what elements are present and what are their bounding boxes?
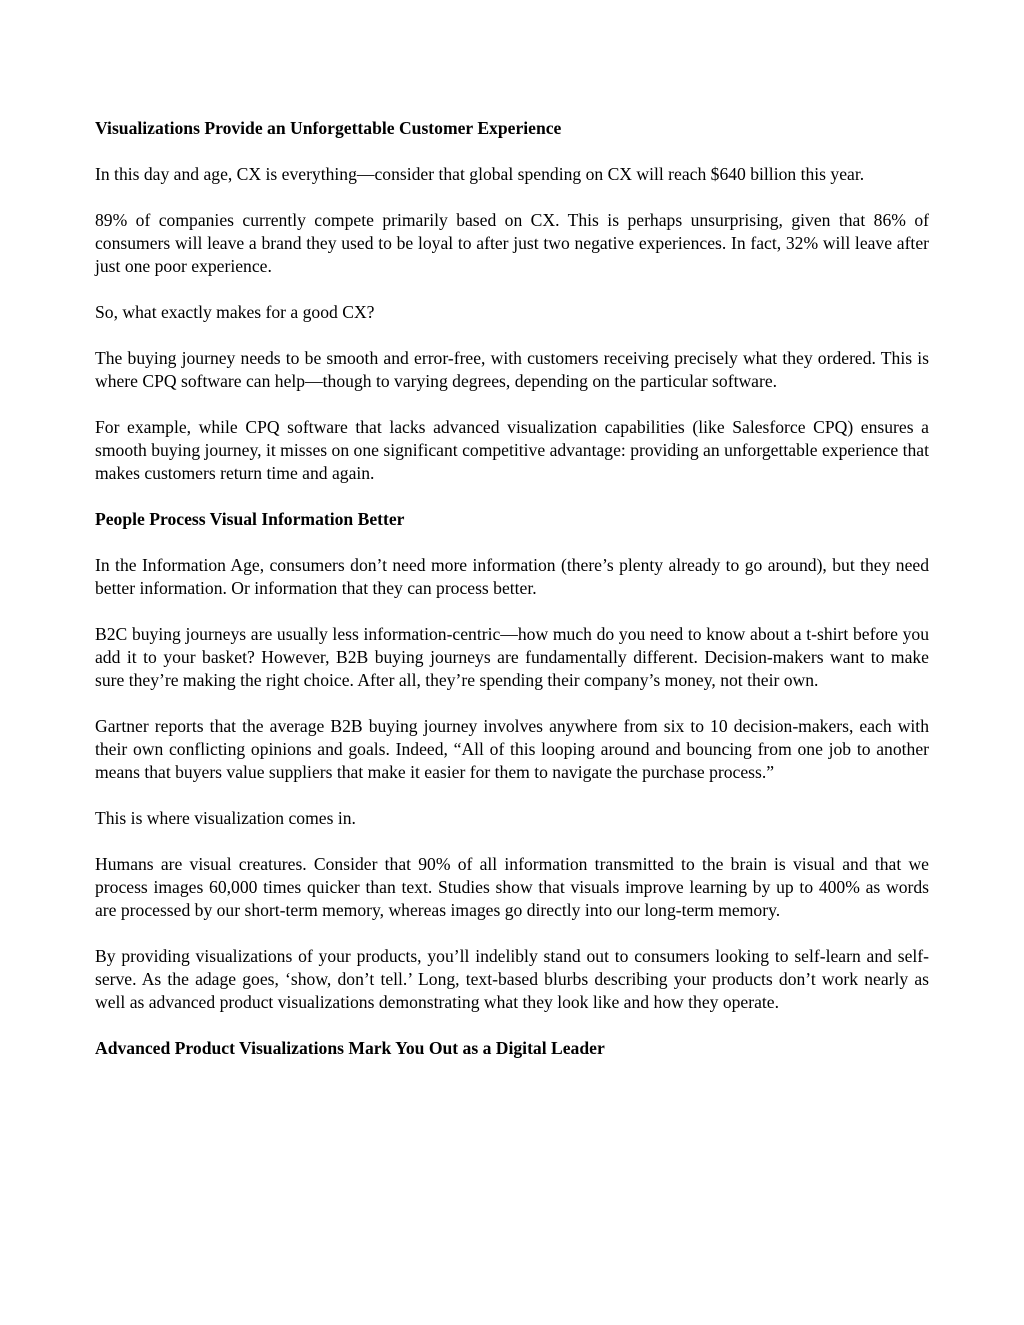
paragraph: Humans are visual creatures. Consider that 90% of all information transmitted to the brain is visual and that we process images 60,000 times quicker than text. Studies show that visuals improve learning by up to 400% as words are processed by our short-term memory, whereas images go directly into our long-term memory. (95, 854, 929, 920)
paragraph: In the Information Age, consumers don’t need more information (there’s plenty already to go around), but they need better information. Or information that they can process better. (95, 555, 929, 598)
paragraph: So, what exactly makes for a good CX? (95, 302, 375, 322)
paragraph: In this day and age, CX is everything—consider that global spending on CX will reach $640 billion this year. (95, 164, 865, 184)
paragraph: Gartner reports that the average B2B buying journey involves anywhere from six to 10 decision-makers, each with their own conflicting opinions and goals. Indeed, “All of this looping around and bouncing from one job to another means that buyers value suppliers that make it easier for them to navigate the purchase process.” (95, 716, 929, 782)
document-page (95, 117, 929, 1083)
paragraph: By providing visualizations of your products, you’ll indelibly stand out to consumers looking to self-learn and self-serve. As the adage goes, ‘show, don’t tell.’ Long, text-based blurbs describing your products don’t work nearly as well as advanced product visualizations demonstrating what they look like and how they operate. (95, 946, 929, 1012)
paragraph: This is where visualization comes in. (95, 808, 356, 828)
section-heading: Visualizations Provide an Unforgettable Customer Experience (95, 118, 562, 138)
paragraph: For example, while CPQ software that lacks advanced visualization capabilities (like Salesforce CPQ) ensures a smooth buying journey, it misses on one significant competitive advantage: providing an unforgettable experience that makes customers return time and again. (95, 417, 929, 483)
paragraph: 89% of companies currently compete primarily based on CX. This is perhaps unsurprising, given that 86% of consumers will leave a brand they used to be loyal to after just two negative experiences. In fact, 32% will leave after just one poor experience. (95, 210, 929, 276)
section-heading: People Process Visual Information Better (95, 509, 405, 529)
section-heading: Advanced Product Visualizations Mark You Out as a Digital Leader (95, 1038, 605, 1058)
paragraph: B2C buying journeys are usually less information-centric—how much do you need to know about a t-shirt before you add it to your basket? However, B2B buying journeys are fundamentally different. Decision-makers want to make sure they’re making the right choice. After all, they’re spending their company’s money, not their own. (95, 624, 929, 690)
paragraph: The buying journey needs to be smooth and error-free, with customers receiving precisely what they ordered. This is where CPQ software can help—though to varying degrees, depending on the particular software. (95, 348, 929, 391)
